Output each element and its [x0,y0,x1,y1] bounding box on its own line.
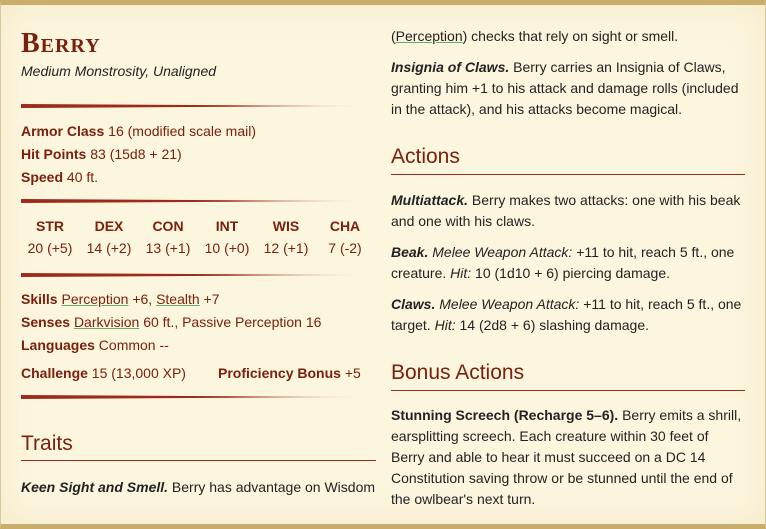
ability-name: STR [36,218,64,234]
action-multiattack [391,190,747,232]
divider-rule [21,199,363,203]
ability-score: 12 (+1) [263,240,309,256]
bonus-action-stunning-screech [391,405,747,510]
bonus-action-text: earsplitting screech. Each creature within 30 feet of [391,428,709,444]
monster-meta: Medium Monstrosity, Unaligned [21,63,217,79]
divider-rule [21,104,363,108]
trait-text: checks that rely on sight or smell. [471,28,679,44]
action-name: Beak. [391,244,429,260]
proficiency-row [218,363,361,383]
armor-class-row [21,121,256,141]
perception-link[interactable]: Perception [395,28,463,44]
senses-darkvision-link[interactable]: Darkvision [73,314,140,330]
challenge-row [21,363,186,383]
traits-heading: Traits [21,432,73,455]
ability-wis [258,217,314,258]
action-text: 10 (1d10 + 6) piercing damage. [475,265,670,281]
languages-label: Languages [21,337,95,353]
bonus-actions-heading-rule [391,390,745,391]
speed-row [21,167,98,187]
hit-label: Hit: [434,317,456,333]
action-text: +11 to hit, reach 5 ft., one [576,244,735,260]
ability-name: CHA [329,218,361,234]
bonus-action-text: the owlbear's next turn. [391,491,536,507]
armor-class-label: Armor Class [21,123,105,139]
actions-heading-rule [391,174,745,175]
action-text: target. [391,317,431,333]
challenge-value: 15 (13,000 XP) [91,365,186,381]
ability-score: 10 (+0) [204,240,250,256]
ability-score: 20 (+5) [27,240,73,256]
hit-points-row [21,144,182,164]
traits-heading-rule [21,460,376,461]
ability-con [140,217,196,258]
bonus-action-text: Berry emits a shrill, [622,407,742,423]
trait-name: Keen Sight and Smell. [21,479,169,495]
senses-row [21,312,321,332]
languages-value: Common -- [98,337,169,353]
ability-name: WIS [272,218,300,234]
ability-score: 13 (+1) [145,240,191,256]
bonus-action-text: Berry and able to hear it must succeed on a DC 14 [391,449,706,465]
action-name: Claws. [391,296,436,312]
bonus-action-name: Stunning Screech (Recharge 5–6). [391,407,619,423]
speed-label: Speed [21,169,64,185]
skills-row [21,289,220,309]
ability-name: DEX [94,218,124,234]
hit-label: Hit: [450,265,472,281]
action-claws [391,294,747,336]
ability-name: CON [152,218,184,234]
proficiency-label: Proficiency Bonus [218,365,341,381]
action-beak [391,242,747,284]
skill-perception-bonus: +6, [132,291,153,307]
monster-name: Berry [21,28,101,59]
ability-cha [317,217,373,258]
ability-score: 7 (-2) [328,240,362,256]
hit-points-value: 83 (15d8 + 21) [90,146,182,162]
proficiency-value: +5 [344,365,361,381]
divider-rule [21,273,363,277]
attack-type: Melee Weapon Attack: [439,296,580,312]
action-text: and one with his claws. [391,213,535,229]
action-name: Multiattack. [391,192,469,208]
skills-label: Skills [21,291,58,307]
action-text: creature. [391,265,447,281]
attack-type: Melee Weapon Attack: [432,244,573,260]
senses-value: 60 ft., Passive Perception 16 [143,314,322,330]
ability-score: 14 (+2) [86,240,132,256]
trait-insignia-of-claws [391,57,747,120]
actions-heading: Actions [391,145,460,168]
trait-keen-sight [21,477,377,498]
action-text: Berry makes two attacks: one with his beak [471,192,741,208]
trait-text: Berry carries an Insignia of Claws, [513,59,726,75]
action-text: 14 (2d8 + 6) slashing damage. [459,317,649,333]
trait-name: Insignia of Claws. [391,59,510,75]
trait-text: in the attack), and his attacks become magical. [391,101,683,117]
ability-str [22,217,78,258]
trait-keen-sight-continued: (Perception) checks that rely on sight or smell. [391,28,679,44]
armor-class-value: 16 (modified scale mail) [108,123,256,139]
speed-value: 40 ft. [66,169,99,185]
ability-name: INT [215,218,239,234]
skill-perception-link[interactable]: Perception [61,291,129,307]
divider-rule [21,395,363,399]
skill-stealth-link[interactable]: Stealth [156,291,200,307]
languages-row [21,335,169,355]
bonus-action-text: Constitution saving throw or be stunned until the end of [391,470,733,486]
action-text: +11 to hit, reach 5 ft., one [583,296,742,312]
hit-points-label: Hit Points [21,146,87,162]
ability-int [199,217,255,258]
bonus-actions-heading: Bonus Actions [391,361,525,384]
challenge-label: Challenge [21,365,88,381]
trait-text: granting him +1 to his attack and damage rolls (included [391,80,739,96]
senses-label: Senses [21,314,71,330]
trait-text: Berry has advantage on Wisdom [171,479,376,495]
ability-dex [81,217,137,258]
skill-stealth-bonus: +7 [203,291,220,307]
